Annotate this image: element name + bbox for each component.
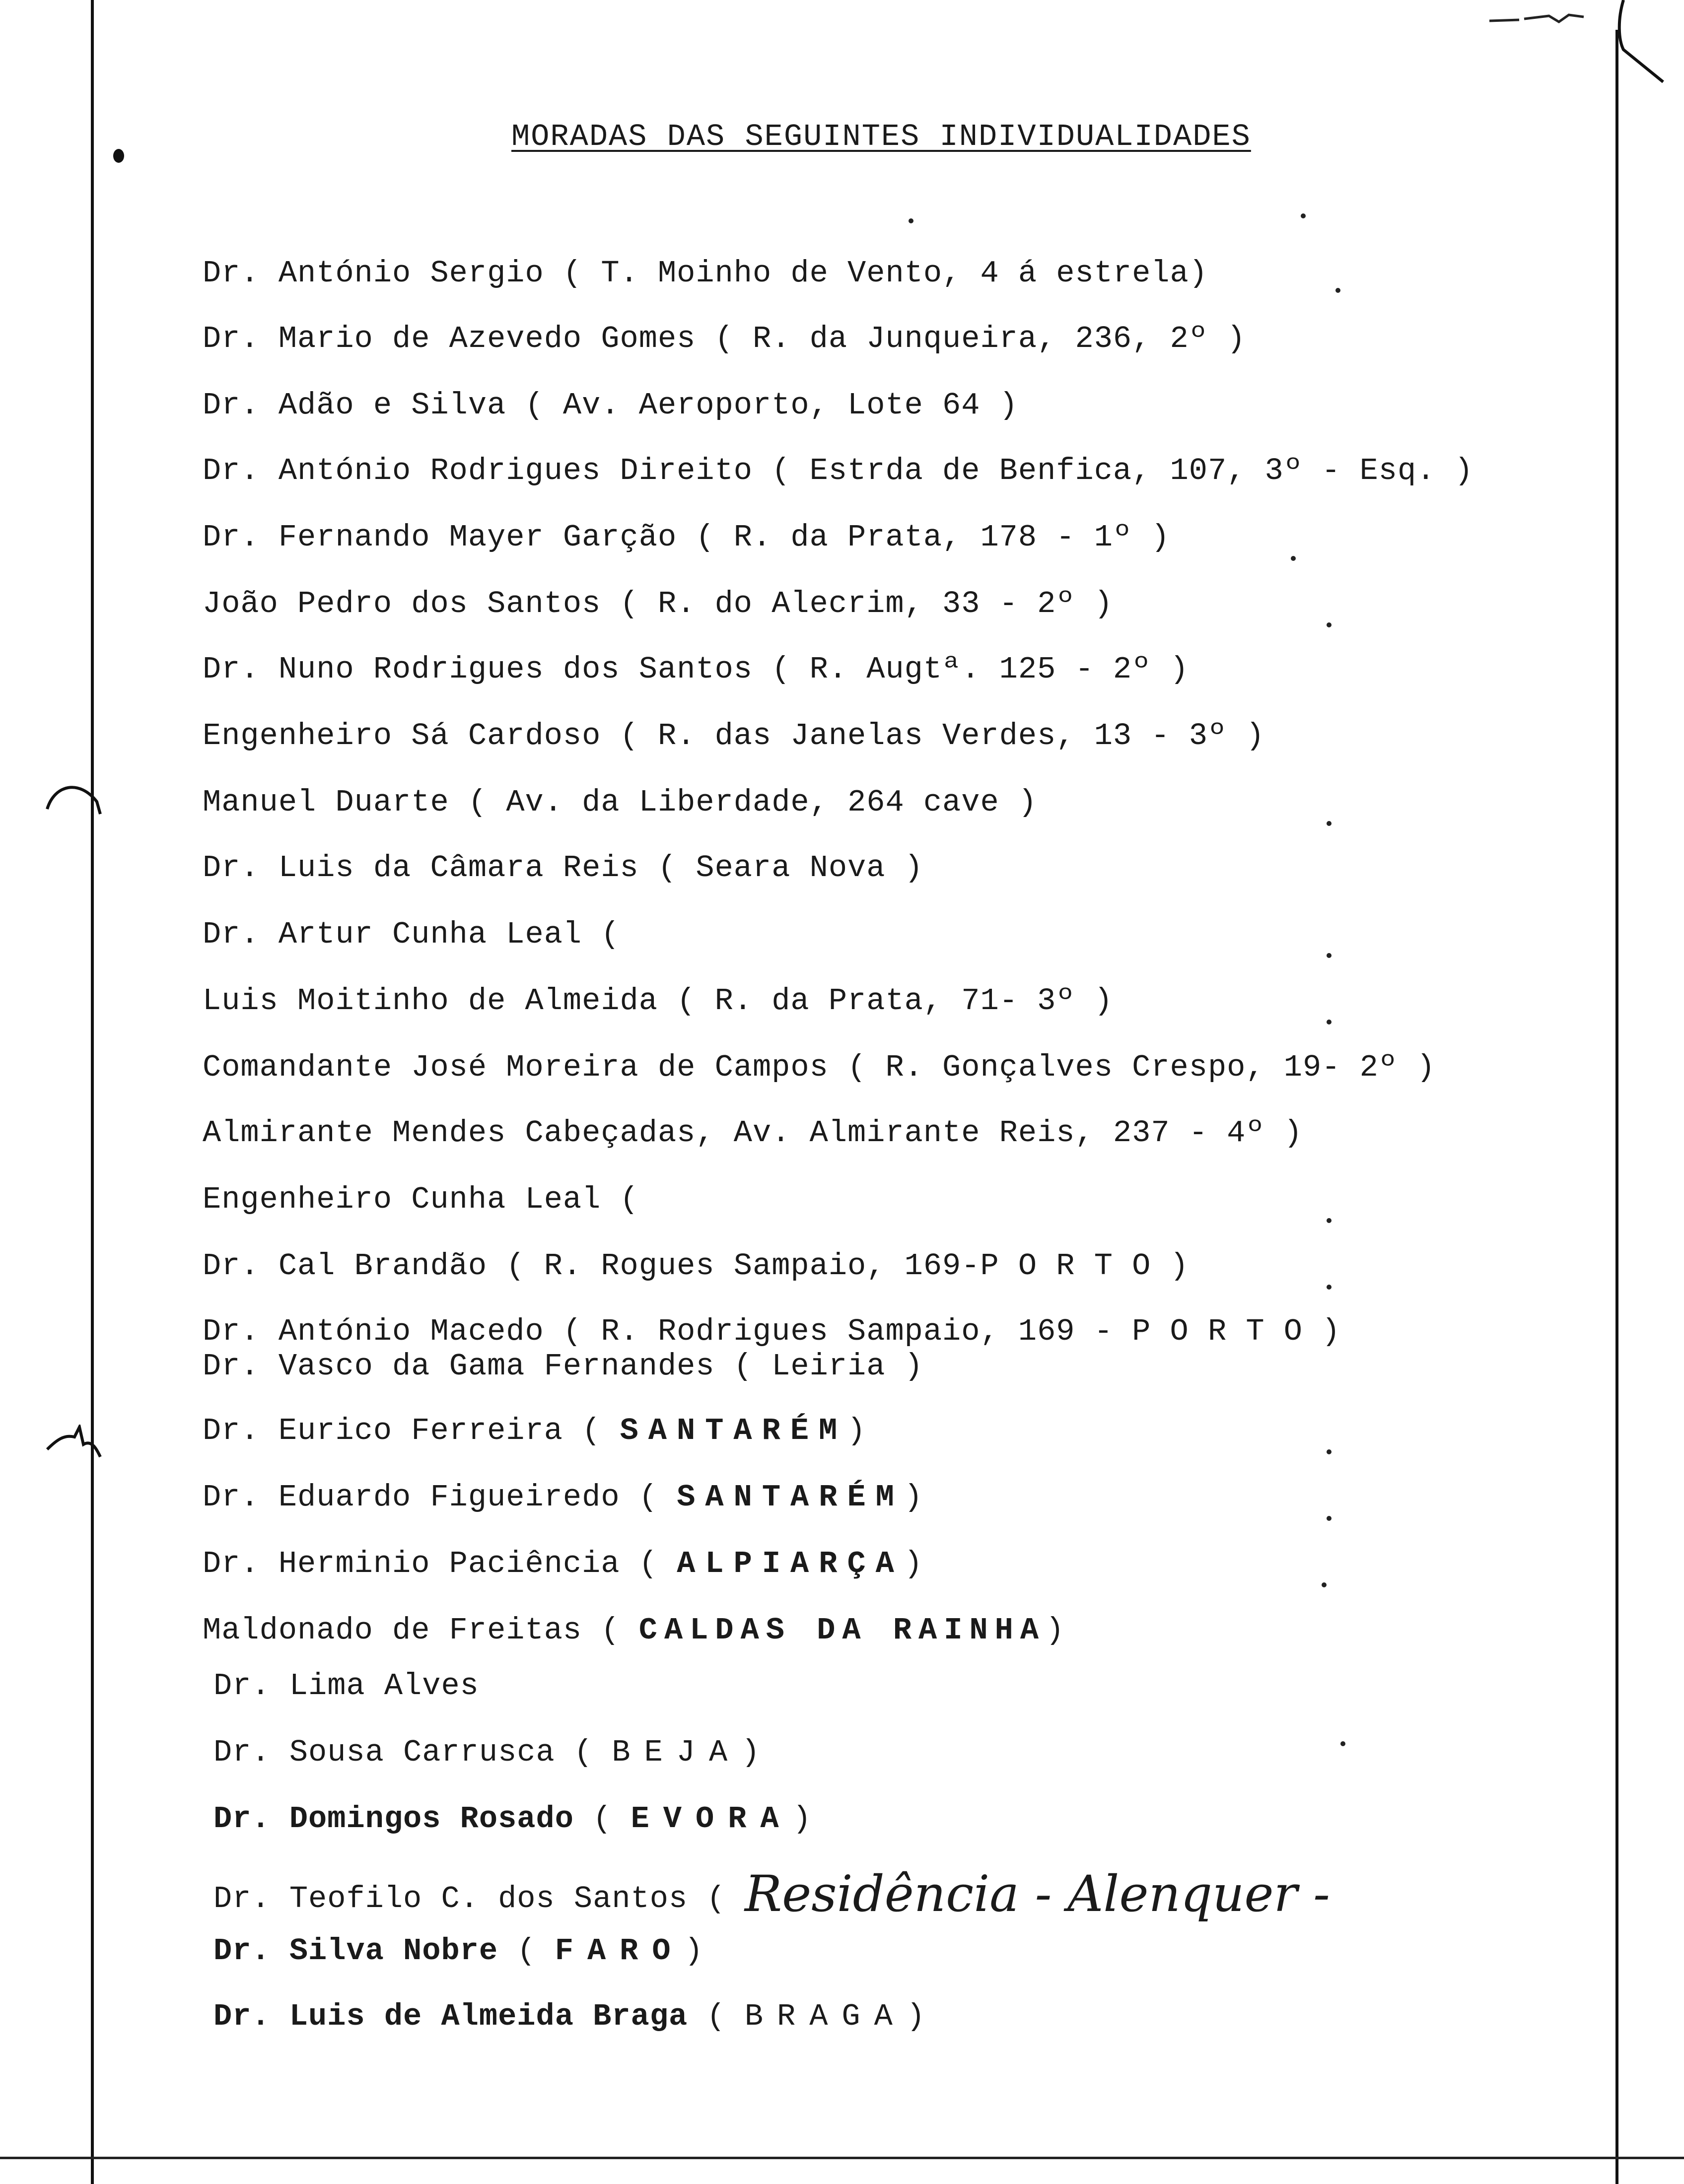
scan-border-left (91, 0, 94, 2184)
place-name: ALPIARÇA (677, 1546, 904, 1581)
list-item (203, 522, 1170, 553)
person-address: ( R. Rogues Sampaio, 169-P O R T O ) (506, 1248, 1189, 1284)
paren-open: ( (638, 1546, 658, 1581)
handwritten-note: Residência - Alenquer - (744, 1865, 1330, 1923)
paren-open: ( (706, 1881, 726, 1916)
corner-bracket-mark (1609, 0, 1668, 89)
person-name: Dr. Domingos Rosado (213, 1801, 574, 1837)
person-address: ( R. da Junqueira, 236, 2º ) (714, 321, 1246, 356)
person-address: ( Seara Nova ) (657, 850, 923, 886)
person-address: ( R. Rodrigues Sampaio, 169 - P O R T O ) (562, 1314, 1341, 1349)
person-address: ( Av. Aeroporto, Lote 64 ) (525, 388, 1018, 423)
place-name: EVORA (631, 1801, 793, 1837)
place-name: SANTARÉM (620, 1413, 847, 1448)
person-name: Dr. Teofilo C. dos Santos (213, 1881, 688, 1916)
list-item (213, 1865, 1330, 1923)
person-name: Dr. Mario de Azevedo Gomes (203, 321, 696, 356)
person-address: ( R. da Prata, 71- 3º ) (677, 983, 1113, 1019)
person-name: Dr. Sousa Carrusca (213, 1735, 555, 1770)
person-address: ( R. das Janelas Verdes, 13 - 3º ) (620, 718, 1265, 753)
list-item (203, 787, 1037, 818)
scan-speck (1301, 213, 1306, 218)
person-name: Dr. António Sergio (203, 256, 544, 291)
punch-dot (113, 149, 124, 163)
list-item (203, 453, 1474, 488)
paren-close: ) (792, 1801, 812, 1837)
paren-open: ( (601, 1613, 620, 1648)
person-name: Dr. Eurico Ferreira (203, 1413, 563, 1448)
paren-close: ) (904, 1546, 923, 1581)
scan-speck (909, 218, 913, 223)
list-item (203, 321, 1246, 356)
person-address: ( R. Gonçalves Crespo, 19- 2º ) (847, 1050, 1436, 1085)
document-title: MORADAS DAS SEGUINTES INDIVIDUALIDADES (511, 119, 1251, 154)
person-name: Dr. António Macedo (203, 1314, 544, 1349)
person-name: Dr. Nuno Rodrigues dos Santos (203, 652, 753, 687)
place-name: BEJA (612, 1735, 742, 1770)
list-item (213, 1801, 812, 1837)
person-address: ( T. Moinho de Vento, 4 á estrela) (562, 256, 1208, 291)
list-item (203, 258, 1208, 289)
list-item (203, 850, 923, 886)
scan-speck (1327, 821, 1332, 826)
punch-hole-mark-lower (45, 1425, 109, 1464)
paren-close: ) (904, 1480, 923, 1515)
list-item (203, 1316, 1340, 1347)
person-name: Dr. Fernando Mayer Garção (203, 520, 677, 555)
person-name: Dr. Luis da Câmara Reis (203, 850, 639, 886)
list-item (203, 1546, 923, 1581)
list-item (213, 2001, 925, 2032)
scan-speck (1327, 1285, 1332, 1290)
scan-speck (1327, 1020, 1332, 1024)
list-item (203, 718, 1265, 753)
person-address: Av. Almirante Reis, 237 - 4º ) (733, 1115, 1303, 1151)
person-name: Comandante José Moreira de Campos (203, 1050, 829, 1085)
person-name: Dr. Herminio Paciência (203, 1546, 620, 1581)
list-item (203, 983, 1113, 1019)
person-name: Dr. Luis de Almeida Braga (213, 1999, 688, 2034)
person-name: João Pedro dos Santos (203, 586, 601, 621)
list-item (203, 1184, 639, 1215)
list-item (203, 919, 620, 950)
list-item (213, 1933, 703, 1969)
list-item (203, 1351, 923, 1382)
list-item (213, 1668, 479, 1704)
list-item (203, 1248, 1189, 1284)
list-item (203, 654, 1189, 685)
list-item (203, 586, 1113, 621)
person-name: Engenheiro Cunha Leal (203, 1182, 601, 1217)
scan-speck (1327, 1218, 1332, 1223)
paren-open: ( (582, 1413, 601, 1448)
corner-scribble-mark (1489, 11, 1589, 26)
person-name: Almirante Mendes Cabeçadas, (203, 1115, 715, 1151)
person-name: Dr. Artur Cunha Leal (203, 917, 582, 952)
person-name: Dr. António Rodrigues Direito (203, 453, 753, 488)
person-address: ( Estrda de Benfica, 107, 3º - Esq. ) (772, 453, 1474, 488)
list-item (213, 1737, 760, 1768)
paren-close: ) (847, 1413, 866, 1448)
paren-open: ( (638, 1480, 658, 1515)
list-item (203, 390, 1018, 421)
person-name: Dr. Adão e Silva (203, 388, 506, 423)
person-name: Dr. Eduardo Figueiredo (203, 1480, 620, 1515)
scan-speck (1327, 1516, 1332, 1521)
person-name: Manuel Duarte (203, 785, 449, 820)
paren-close: ) (906, 1999, 926, 2034)
scan-speck (1327, 1449, 1332, 1454)
list-item (203, 1615, 1064, 1646)
paren-open: ( (517, 1933, 536, 1969)
place-name: CALDAS DA RAINHA (638, 1613, 1046, 1648)
place-name: FARO (555, 1933, 685, 1969)
paren-close: ) (1046, 1613, 1065, 1648)
paren-open: ( (573, 1735, 593, 1770)
scan-border-bottom (0, 2157, 1684, 2159)
place-name: SANTARÉM (677, 1480, 904, 1515)
person-name: Maldonado de Freitas (203, 1613, 582, 1648)
paren-open: ( (706, 1999, 726, 2034)
scan-speck (1327, 622, 1332, 627)
person-address: ( (601, 917, 620, 952)
person-address: ( R. da Prata, 178 - 1º ) (696, 520, 1170, 555)
list-item (203, 1482, 923, 1513)
person-name: Engenheiro Sá Cardoso (203, 718, 601, 753)
scan-speck (1335, 288, 1340, 293)
person-address: ( R. Augtª. 125 - 2º ) (772, 652, 1189, 687)
place-name: BRAGA (744, 1999, 907, 2034)
person-address: ( Leiria ) (733, 1349, 923, 1384)
person-name: Dr. Cal Brandão (203, 1248, 488, 1284)
scan-speck (1322, 1582, 1327, 1587)
scan-speck (1340, 1741, 1345, 1746)
person-name: Dr. Vasco da Gama Fernandes (203, 1349, 715, 1384)
scan-border-right (1615, 30, 1618, 2184)
scan-speck (1291, 556, 1296, 561)
person-address: ( (620, 1182, 639, 1217)
list-item (203, 1413, 866, 1448)
person-name: Luis Moitinho de Almeida (203, 983, 658, 1019)
person-address: ( Av. da Liberdade, 264 cave ) (468, 785, 1038, 820)
paren-close: ) (741, 1735, 761, 1770)
list-item (203, 1052, 1435, 1083)
scan-speck (1327, 953, 1332, 958)
paren-open: ( (593, 1801, 612, 1837)
person-name: Dr. Lima Alves (213, 1668, 479, 1704)
list-item (203, 1115, 1303, 1151)
person-address: ( R. do Alecrim, 33 - 2º ) (620, 586, 1113, 621)
punch-hole-mark (45, 779, 109, 819)
paren-close: ) (684, 1933, 703, 1969)
person-name: Dr. Silva Nobre (213, 1933, 498, 1969)
